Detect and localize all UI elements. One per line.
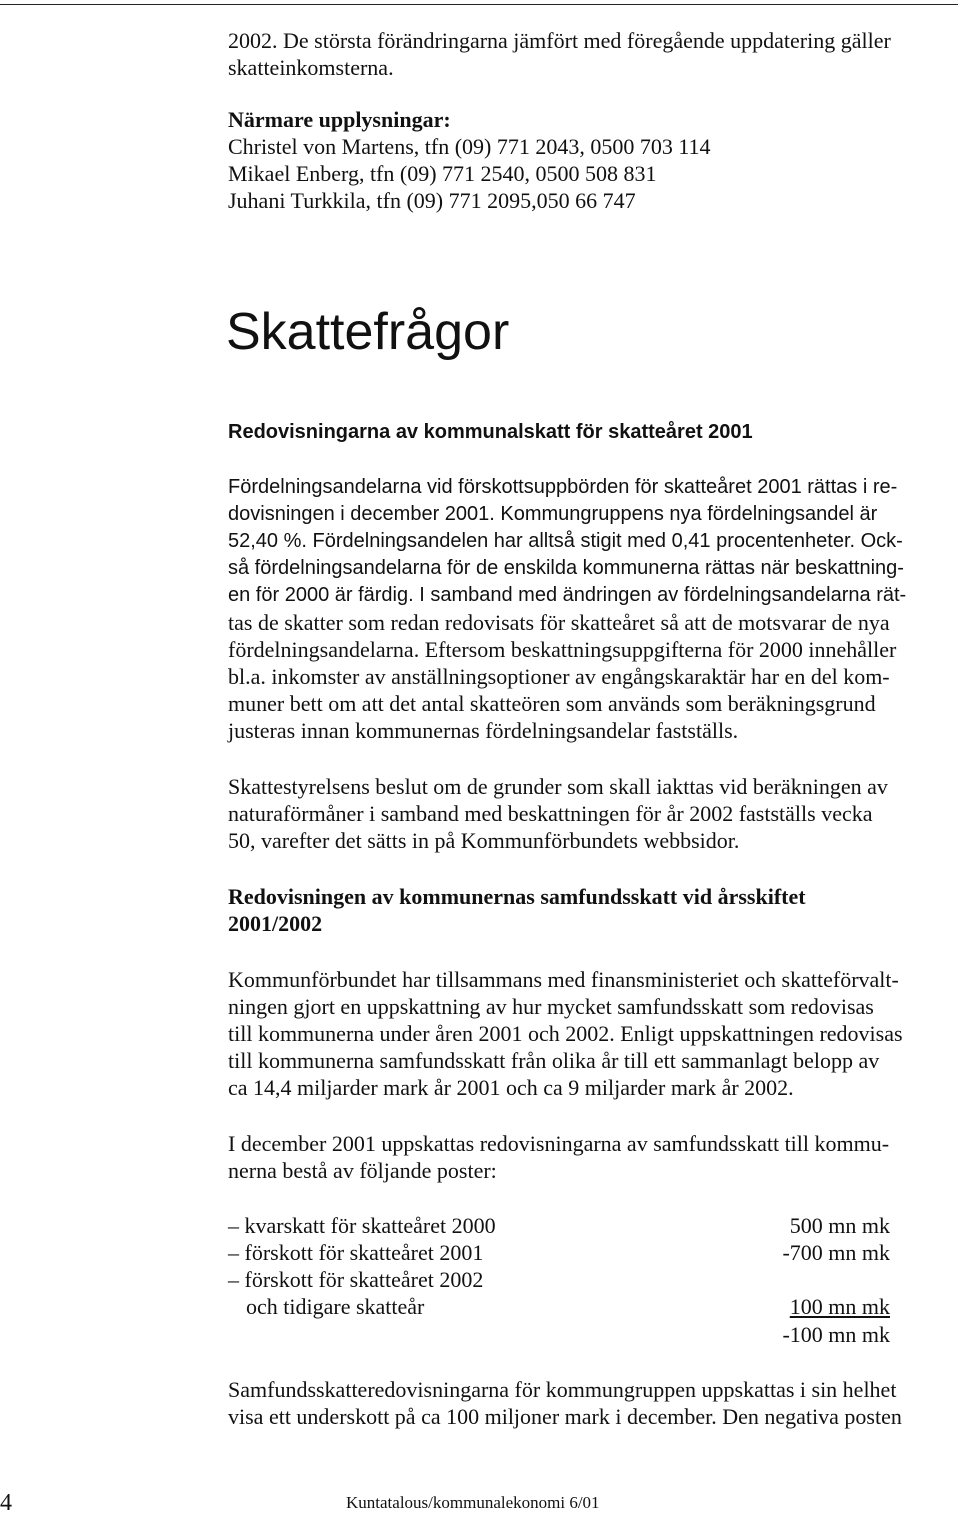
paragraph-line: en för 2000 är färdig. I samband med ändringen av fördelningsandelarna rät-	[228, 584, 907, 606]
subsection-heading: Redovisningarna av kommunalskatt för skatteåret 2001	[228, 421, 753, 443]
paragraph-line: Samfundsskatteredovisningarna för kommungruppen uppskattas i sin helhet	[228, 1377, 897, 1402]
paragraph-line: bl.a. inkomster av anställningsoptioner av engångskaraktär har en del kom-	[228, 664, 890, 689]
paragraph-line: ningen gjort en uppskattning av hur mycket samfundsskatt som redovisas	[228, 994, 874, 1019]
intro-line-2: skatteinkomsterna.	[228, 55, 394, 80]
list-item-amount: -700 mn mk	[782, 1240, 890, 1265]
contacts-heading: Närmare upplysningar:	[228, 107, 451, 132]
paragraph-line: Fördelningsandelarna vid förskottsuppbörden för skatteåret 2001 rättas i re-	[228, 476, 898, 498]
list-item-label: – förskott för skatteåret 2001	[228, 1240, 484, 1265]
paragraph-line: tas de skatter som redan redovisats för skatteåret så att de motsvarar de nya	[228, 610, 890, 635]
paragraph-line: till kommunerna under åren 2001 och 2002. Enligt uppskattningen redovisas	[228, 1021, 903, 1046]
list-item-label: – förskott för skatteåret 2002	[228, 1267, 484, 1292]
paragraph-line: nerna bestå av följande poster:	[228, 1158, 497, 1183]
list-item-amount: 100 mn mk	[789, 1294, 890, 1319]
paragraph-line: justeras innan kommunernas fördelningsandelar fastställs.	[228, 718, 739, 743]
paragraph-line: I december 2001 uppskattas redovisningarna av samfundsskatt till kommu-	[228, 1131, 890, 1156]
contact-line: Christel von Martens, tfn (09) 771 2043, 0500 703 114	[228, 134, 711, 159]
top-rule	[0, 4, 958, 5]
list-item-amount: 500 mn mk	[789, 1213, 890, 1238]
paragraph-line: muner bett om att det antal skatteören som används som beräkningsgrund	[228, 691, 876, 716]
list-item-label: och tidigare skatteår	[246, 1294, 425, 1319]
subsection-heading: 2001/2002	[228, 911, 323, 936]
paragraph-line: så fördelningsandelarna för de enskilda kommunerna rättas när beskattning-	[228, 557, 904, 579]
intro-line-1: 2002. De största förändringarna jämfört med föregående uppdatering gäller	[228, 28, 891, 53]
contact-line: Juhani Turkkila, tfn (09) 771 2095,050 66 747	[228, 188, 636, 213]
paragraph-line: Kommunförbundet har tillsammans med finansministeriet och skatteförvalt-	[228, 967, 899, 992]
paragraph-line: 50, varefter det sätts in på Kommunförbundets webbsidor.	[228, 828, 740, 853]
paragraph-line: ca 14,4 miljarder mark år 2001 och ca 9 miljarder mark år 2002.	[228, 1075, 794, 1100]
paragraph-line: dovisningen i december 2001. Kommungruppens nya fördelningsandel är	[228, 503, 878, 525]
paragraph-line: till kommunerna samfundsskatt från olika år till ett sammanlagt belopp av	[228, 1048, 880, 1073]
section-title: Skattefrågor	[226, 303, 510, 361]
contact-line: Mikael Enberg, tfn (09) 771 2540, 0500 508 831	[228, 161, 657, 186]
list-item-label: – kvarskatt för skatteåret 2000	[228, 1213, 496, 1238]
paragraph-line: 52,40 %. Fördelningsandelen har alltså stigit med 0,41 procentenheter. Ock-	[228, 530, 903, 552]
list-total: -100 mn mk	[782, 1322, 890, 1347]
paragraph-line: Skattestyrelsens beslut om de grunder som skall iakttas vid beräkningen av	[228, 774, 888, 799]
paragraph-line: naturaförmåner i samband med beskattningen för år 2002 fastställs vecka	[228, 801, 873, 826]
publication-footer: Kuntatalous/kommunalekonomi 6/01	[346, 1493, 600, 1512]
paragraph-line: visa ett underskott på ca 100 miljoner mark i december. Den negativa posten	[228, 1404, 902, 1429]
subsection-heading: Redovisningen av kommunernas samfundsskatt vid årsskiftet	[228, 884, 806, 909]
paragraph-line: fördelningsandelarna. Eftersom beskattningsuppgifterna för 2000 innehåller	[228, 637, 897, 662]
page-number: 4	[0, 1490, 12, 1516]
